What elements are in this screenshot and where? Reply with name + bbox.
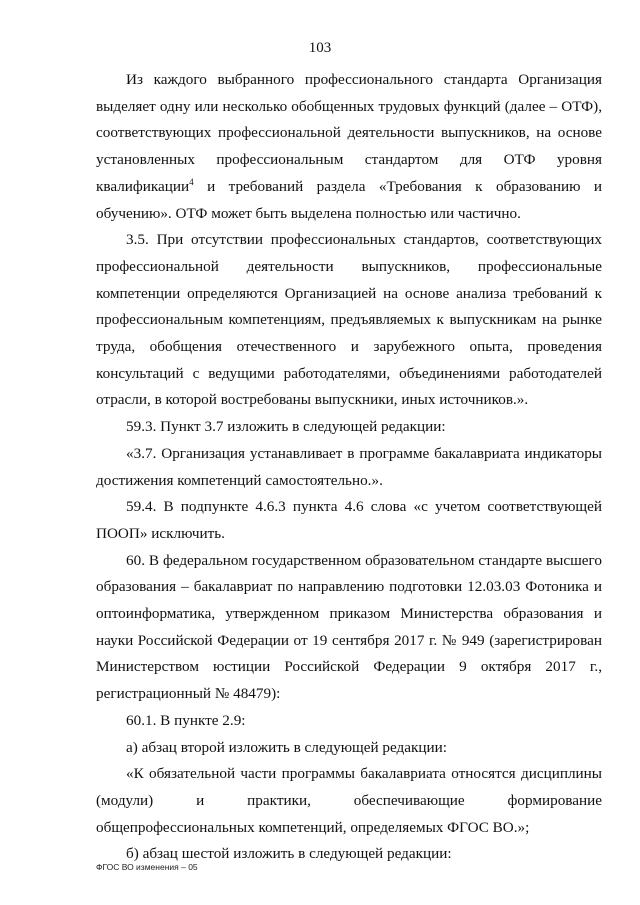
paragraph-59-4: 59.4. В подпункте 4.6.3 пункта 4.6 слова «с учетом соответствующей ПООП» исключить. <box>96 498 602 542</box>
paragraph-otf <box>96 67 602 227</box>
paragraph-3-5: 3.5. При отсутствии профессиональных стандартов, соответствующих профессиональной деятельности выпускников, профессиональные компетенции определяются Организацией на основе анализа требований к профессиональным компетенциям, предъявляемых к выпускникам на рынке труда, обобщения отечественного и зарубежного опыта, проведения консультаций с ведущими работодателями, объединениями работодателей отрасли, в которой востребованы выпускники, иных источников.». <box>96 231 602 409</box>
page-footer: ФГОС ВО изменения – 05 <box>96 862 198 872</box>
footnote-marker: 4 <box>189 176 194 187</box>
document-body <box>96 67 602 868</box>
paragraph-60-1: 60.1. В пункте 2.9: <box>126 711 246 729</box>
paragraph-text: Из каждого выбранного профессионального стандарта Организация выделяет одну или несколько обобщенных трудовых функций (далее – ОТФ), соответствующих профессиональной деятельности выпускников, на основе установленных профессиональным стандартом для ОТФ уровня квалификации <box>96 71 602 195</box>
paragraph-text-tail: и требований раздела «Требования к образованию и обучению». ОТФ может быть выделена полностью или частично. <box>96 177 602 222</box>
paragraph-quote-mandatory-part: «К обязательной части программы бакалавриата относятся дисциплины (модули) и практики, обеспечивающие формирование общепрофессиональных компетенций, определяемых ФГОС ВО.»; <box>96 765 602 836</box>
paragraph-3-7-quote: «3.7. Организация устанавливает в программе бакалавриата индикаторы достижения компетенций самостоятельно.». <box>96 444 602 489</box>
paragraph-a: а) абзац второй изложить в следующей редакции: <box>126 738 448 756</box>
page-number: 103 <box>308 40 332 56</box>
paragraph-b: б) абзац шестой изложить в следующей редакции: <box>126 845 452 863</box>
paragraph-60: 60. В федеральном государственном образовательном стандарте высшего образования – бакалавриат по направлению подготовки 12.03.03 Фотоника и оптоинформатика, утвержденном приказом Министерства образования и науки Российской Федерации от 19 сентября 2017 г. № 949 (зарегистрирован Министерством юстиции Российской Федерации 9 октября 2017 г., регистрационный № 48479): <box>96 551 602 703</box>
paragraph-59-3: 59.3. Пункт 3.7 изложить в следующей редакции: <box>126 418 446 436</box>
